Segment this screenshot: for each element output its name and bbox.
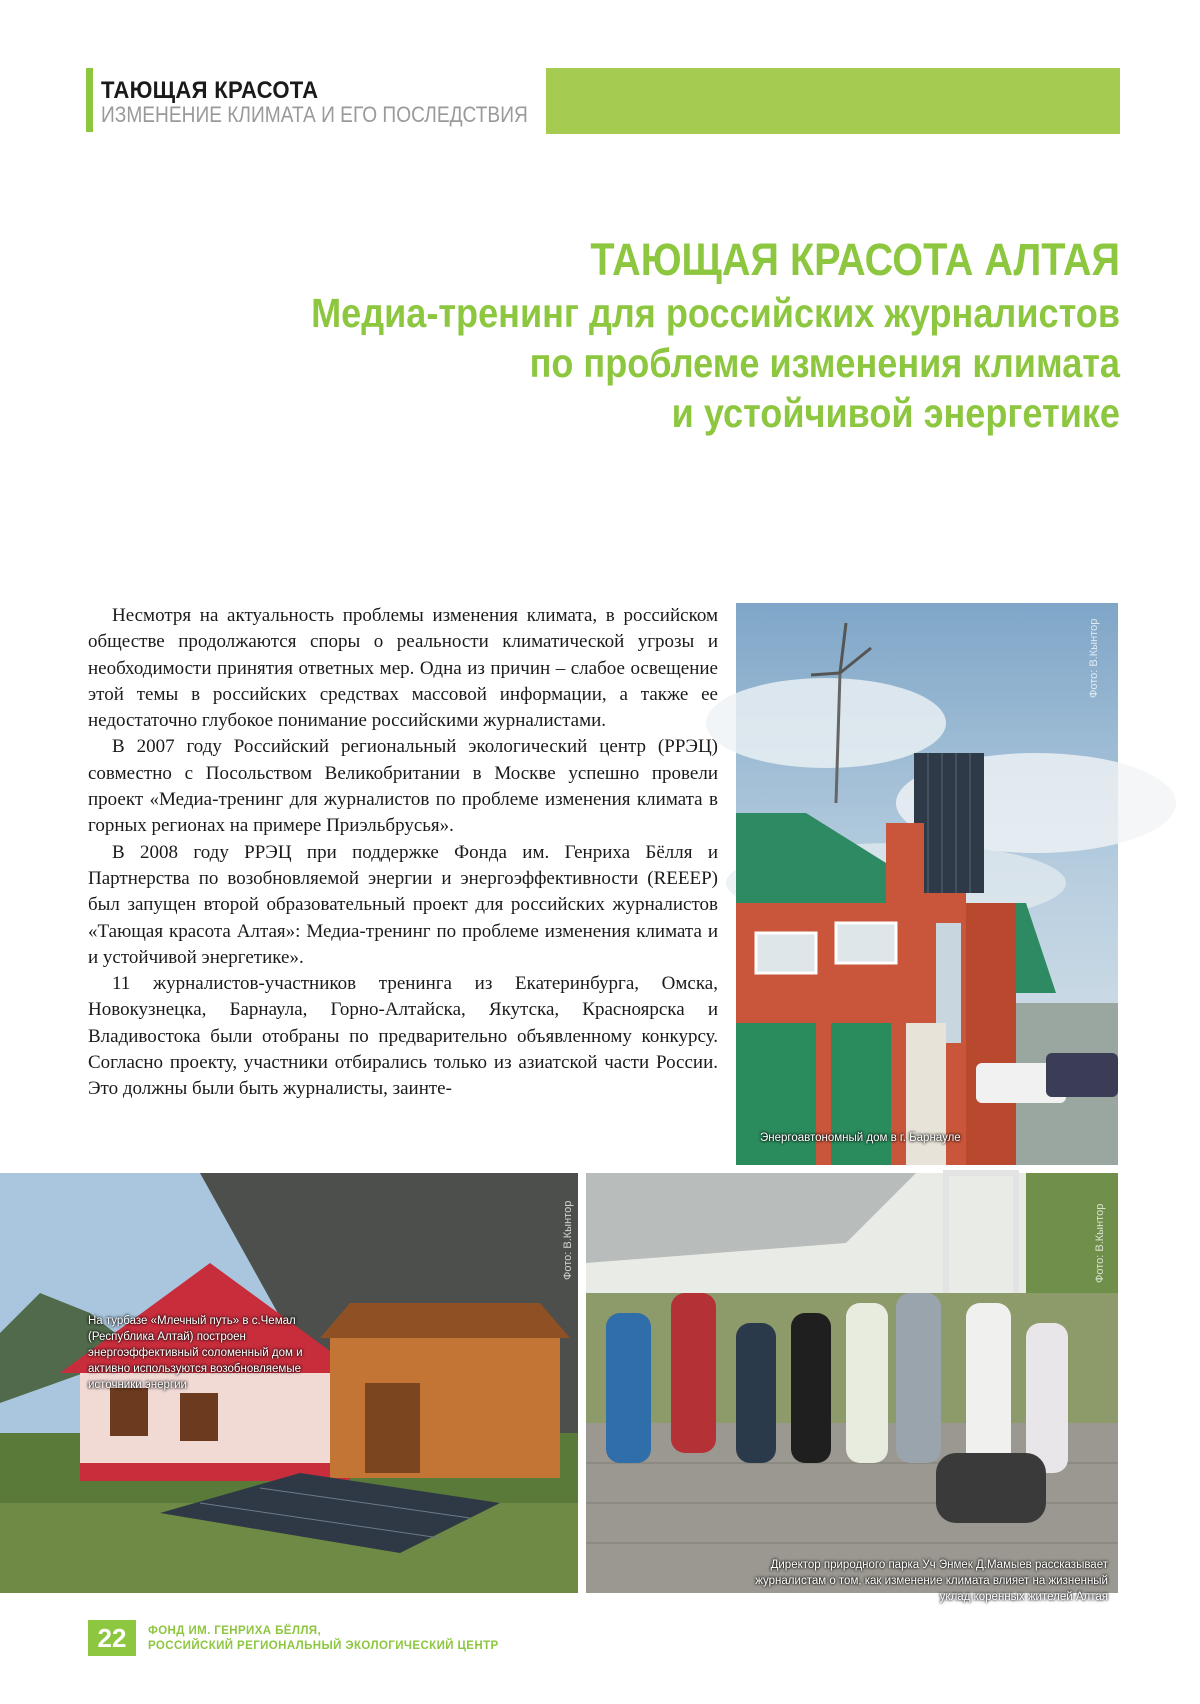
photo-energy-house: [736, 603, 1118, 1165]
photo-journalists: [586, 1173, 1118, 1603]
paragraph: 11 журналистов-участников тренинга из Екатеринбурга, Омска, Новокузнецка, Барнаула, Горно-Алтайска, Якутска, Красноярска и Владивостока были отобраны по предварительно объявленному конкурсу. Согласно проекту, участники отбирались только из азиатской части России. Это должны были быть журналисты, заинте-: [88, 973, 718, 1100]
photo-caption: На турбазе «Млечный путь» в с.Чемал (Республика Алтай) построен энергоэффективный соломенный дом и активно используются возобновляемые источники энергии: [88, 1315, 303, 1391]
photo-credit: Фото: В.Кынтор: [1088, 618, 1100, 698]
paragraph: В 2007 году Российский региональный экологический центр (РРЭЦ) совместно с Посольством Великобритании в Москве успешно провели проект «Медиа-тренинг для журналистов по проблеме изменения климата в горных регионах на примере Приэльбрусья».: [88, 736, 718, 837]
footer-line-1: ФОНД ИМ. ГЕНРИХА БЁЛЛЯ,: [148, 1625, 322, 1637]
page-number: 22: [88, 1620, 136, 1656]
article-title-block: [120, 232, 1120, 438]
photo-straw-house: [0, 1173, 578, 1593]
article-subtitle-line-3: и устойчивой энергетике: [671, 390, 1120, 436]
footer-line-2: РОССИЙСКИЙ РЕГИОНАЛЬНЫЙ ЭКОЛОГИЧЕСКИЙ ЦЕНТР: [148, 1640, 499, 1652]
photo-credit: Фото: В.Кынтор: [1094, 1203, 1106, 1283]
photo-caption: Директор природного парка Уч Энмек Д.Мамыев рассказывает журналистам о том, как изменение климата влияет на жизненный уклад коренных жителей Алтая: [755, 1559, 1108, 1603]
section-title: ТАЮЩАЯ КРАСОТА: [101, 77, 319, 104]
paragraph: В 2008 году РРЭЦ при поддержке Фонда им. Генриха Бёлля и Партнерства по возобновляемой энергии и энергоэффективности (REEEP) был запущен второй образовательный проект для российских журналистов «Тающая красота Алтая»: Медиа-тренинг по проблеме изменения климата и и устойчивой энергетике».: [88, 841, 718, 968]
article-title: ТАЮЩАЯ КРАСОТА АЛТАЯ: [590, 234, 1120, 285]
paragraph: Несмотря на актуальность проблемы изменения климата, в российском обществе продолжаются споры о реальности климатической угрозы и необходимости принятия ответных мер. Одна из причин – слабое освещение этой темы в российских средствах массовой информации, а также ее недостаточно глубокое понимание российскими журналистами.: [88, 605, 718, 732]
header-green-band: [546, 68, 1120, 134]
journalists-illustration: [586, 1173, 1118, 1593]
energy-house-illustration: [736, 603, 1118, 1165]
article-subtitle-line-1: Медиа-тренинг для российских журналистов: [311, 290, 1120, 336]
article-body: [88, 603, 718, 1103]
section-subtitle: ИЗМЕНЕНИЕ КЛИМАТА И ЕГО ПОСЛЕДСТВИЯ: [101, 102, 528, 127]
photo-credit: Фото: В.Кынтор: [562, 1200, 574, 1280]
header-accent-bar: [86, 68, 93, 132]
photo-caption: Энергоавтономный дом в г. Барнауле: [760, 1132, 961, 1144]
article-subtitle-line-2: по проблеме изменения климата: [529, 340, 1120, 386]
